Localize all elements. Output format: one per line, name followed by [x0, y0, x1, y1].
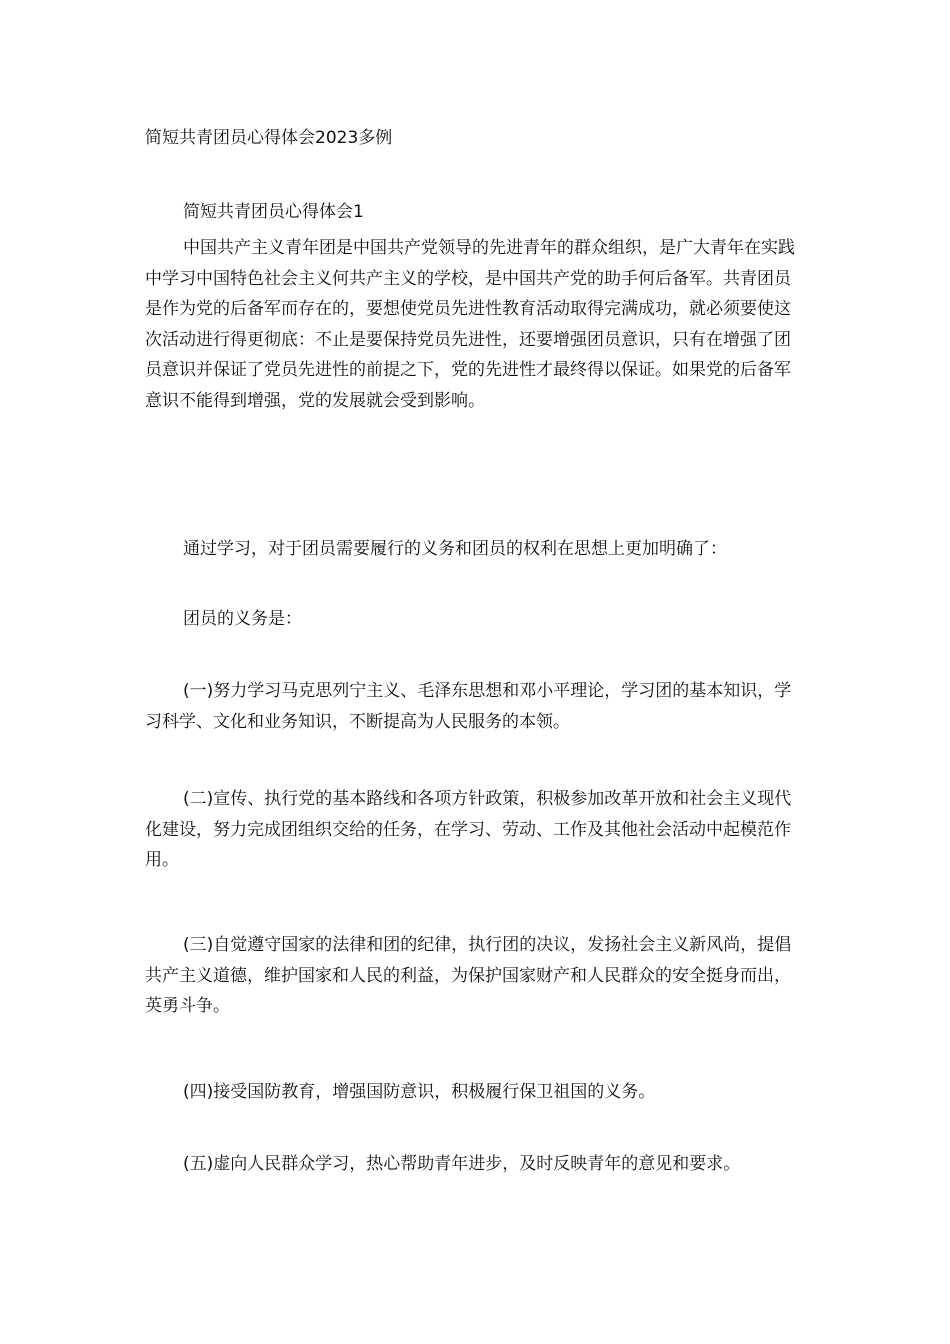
duty-item-2: (二)宣传、执行党的基本路线和各项方针政策，积极参加改革开放和社会主义现代化建设，努力完成团组织交给的任务，在学习、劳动、工作及其他社会活动中起模范作用。	[145, 789, 792, 870]
duty-item-5: (五)虚向人民群众学习，热心帮助青年进步，及时反映青年的意见和要求。	[183, 1154, 741, 1174]
duty-item-3: (三)自觉遵守国家的法律和团的纪律，执行团的决议，发扬社会主义新风尚，提倡共产主义道德，维护国家和人民的利益，为保护国家财产和人民群众的安全挺身而出，英勇斗争。	[145, 935, 792, 1016]
duties-heading: 团员的义务是：	[183, 609, 302, 629]
duty-item-1: (一)努力学习马克思列宁主义、毛泽东思想和邓小平理论，学习团的基本知识，学习科学、文化和业务知识，不断提高为人民服务的本领。	[145, 681, 792, 732]
document-title: 简短共青团员心得体会2023多例	[145, 128, 393, 148]
duty-item-4: (四)接受国防教育，增强国防意识，积极履行保卫祖国的义务。	[183, 1082, 656, 1102]
section-title: 简短共青团员心得体会1	[183, 202, 364, 222]
intro-paragraph: 中国共产主义青年团是中国共产党领导的先进青年的群众组织，是广大青年在实践中学习中国特色社会主义何共产主义的学校，是中国共产党的助手何后备军。共青团员是作为党的后备军而存在的，要想使党员先进性教育活动取得完满成功，就必须要使这次活动进行得更彻底：不止是要保持党员先进性，还要增强团员意识，只有在增强了团员意识并保证了党员先进性的前提之下，党的先进性才最终得以保证。如果党的后备军意识不能得到增强，党的发展就会受到影响。	[145, 238, 795, 411]
study-line: 通过学习，对于团员需要履行的义务和团员的权利在思想上更加明确了：	[183, 539, 727, 559]
